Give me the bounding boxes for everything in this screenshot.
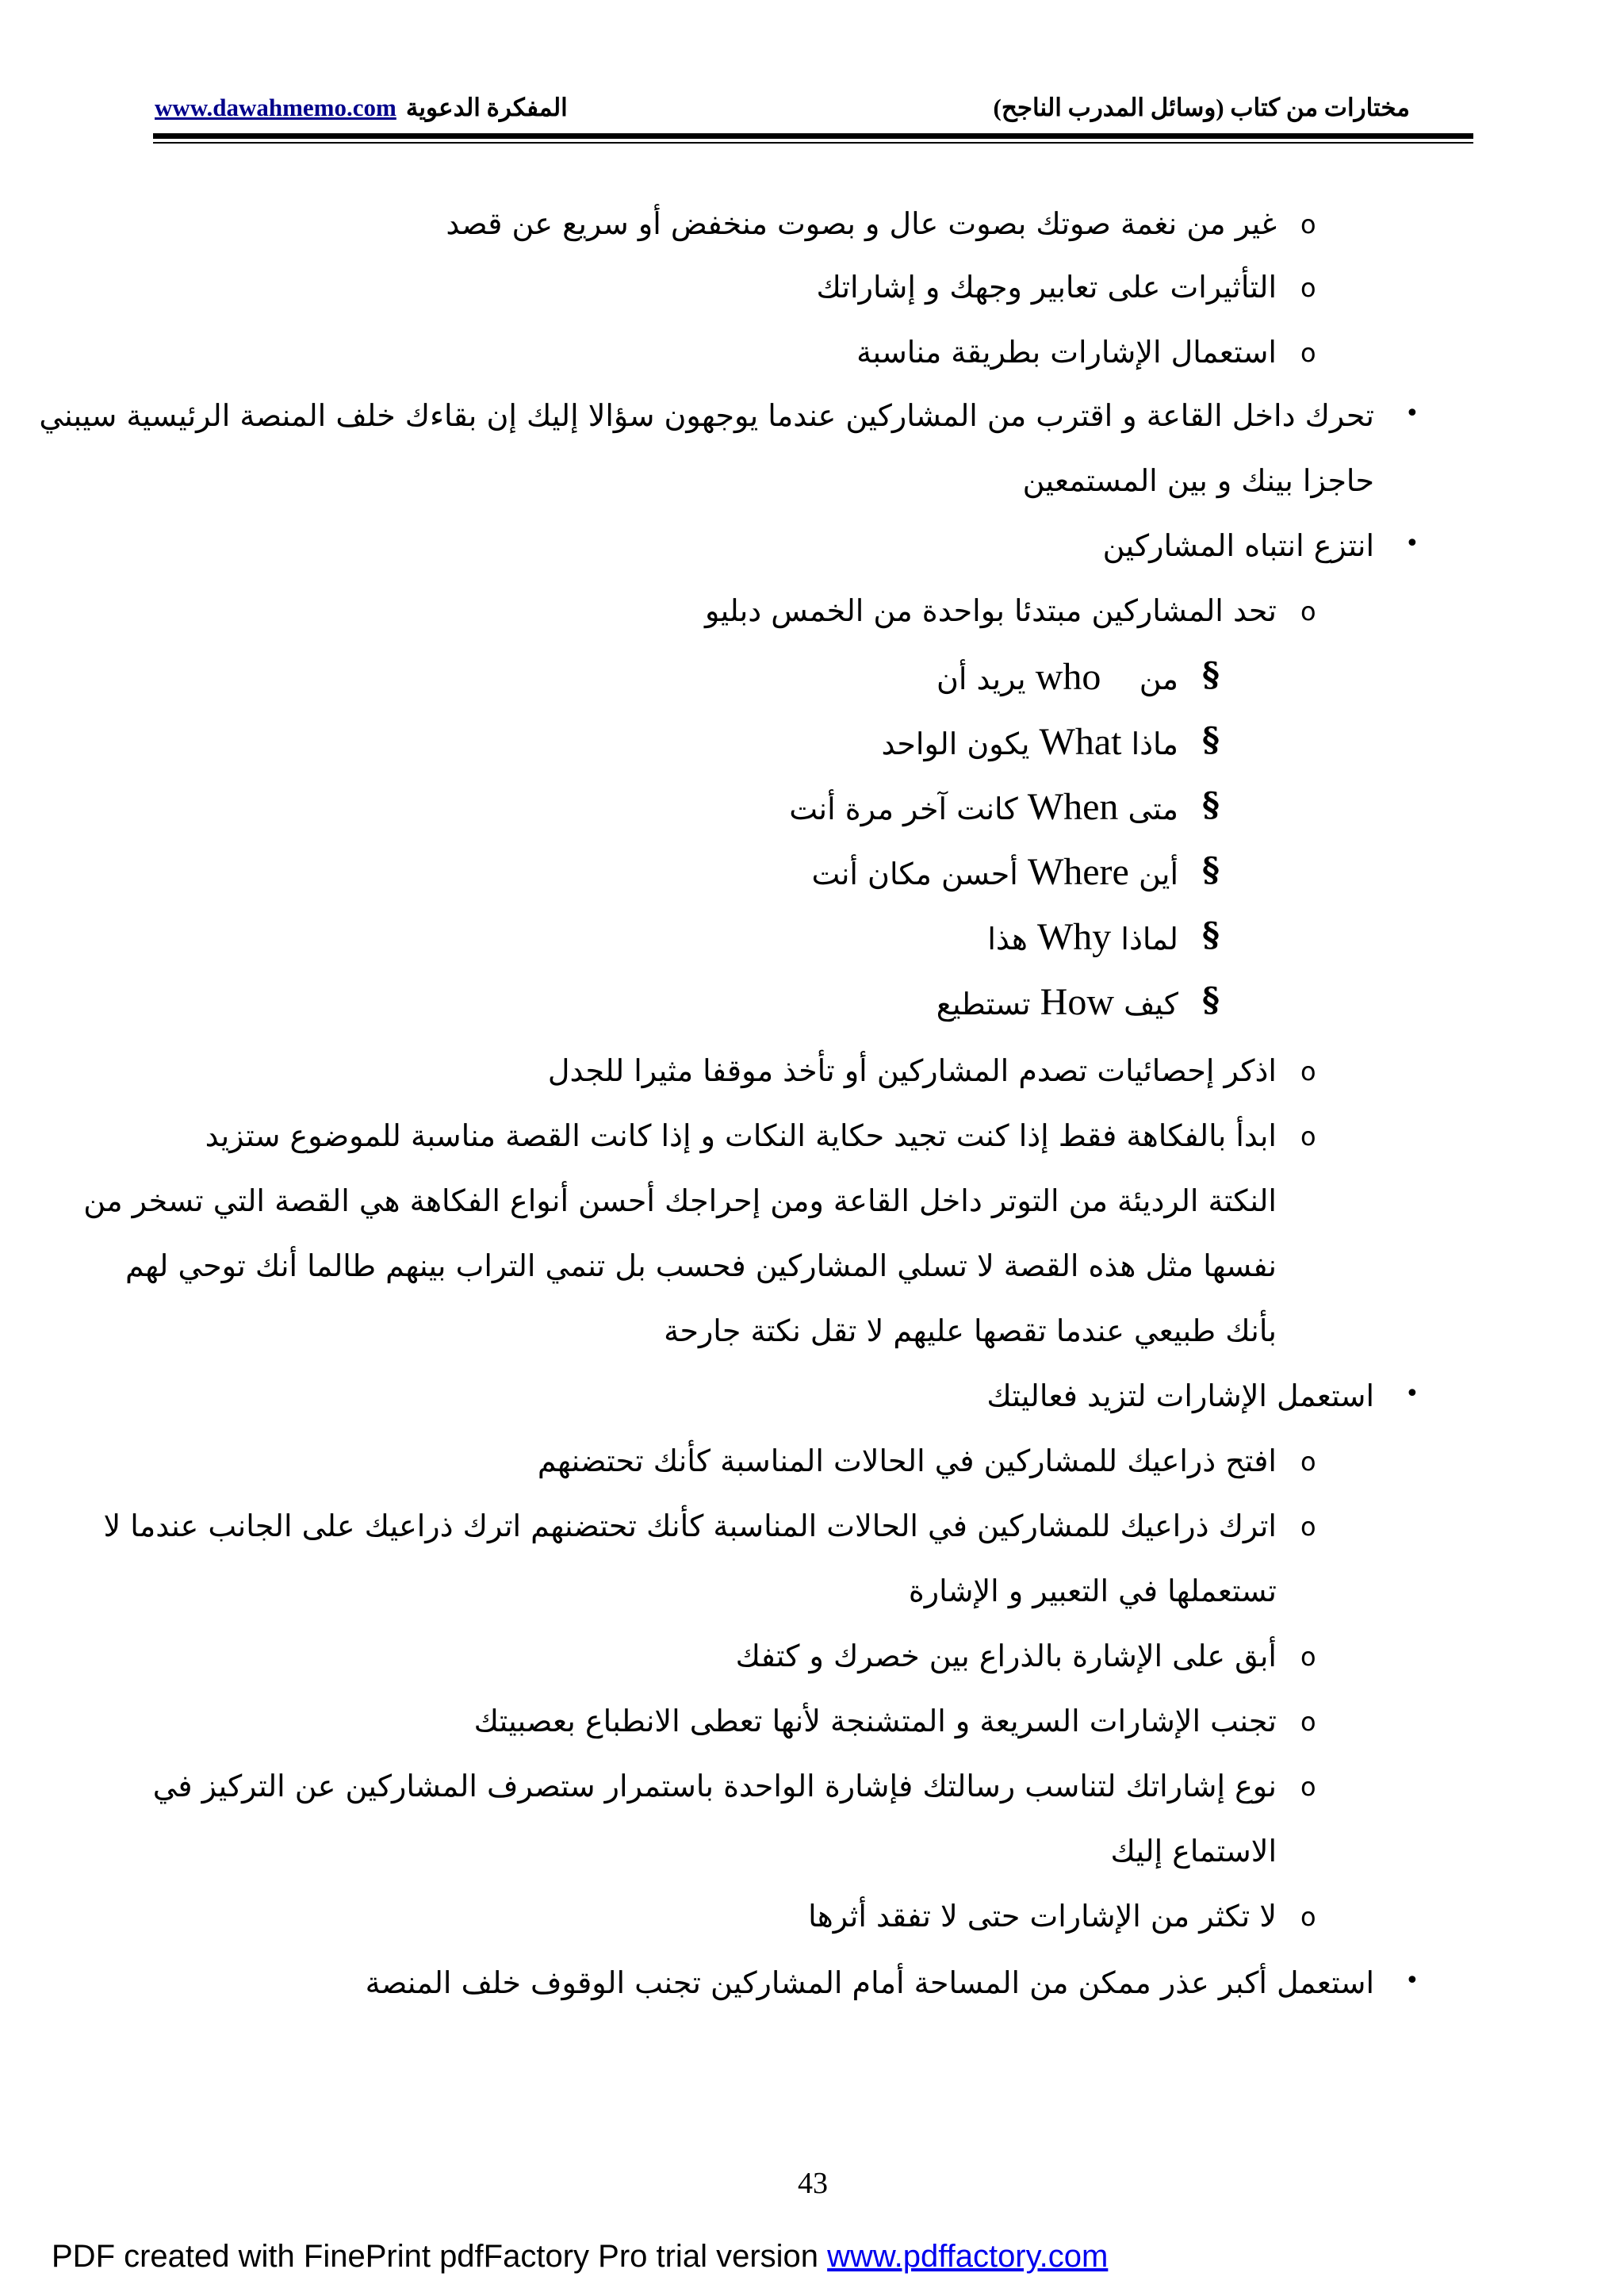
arabic-word: كيف (1124, 987, 1178, 1022)
english-word: What (1039, 721, 1122, 763)
footer-link[interactable]: www.pdffactory.com (827, 2239, 1109, 2274)
bullet-icon: • (1405, 1380, 1419, 1408)
section-mark-icon: § (1202, 980, 1220, 1019)
list-item-wh-word (936, 658, 1178, 696)
list-item: استعمل الإشارات لتزيد فعاليتك (986, 1378, 1374, 1413)
list-item: انتزع انتباه المشاركين (1102, 528, 1374, 563)
pdf-footer (52, 2239, 1108, 2275)
circle-bullet-icon: o (1300, 1707, 1316, 1737)
list-item: أبق على الإشارة بالذراع بين خصرك و كتفك (735, 1639, 1277, 1673)
arabic-phrase: تستطيع (936, 987, 1031, 1022)
section-mark-icon: § (1202, 655, 1220, 694)
list-item: استعمال الإشارات بطريقة مناسبة (856, 335, 1277, 370)
arabic-word: لماذا (1120, 922, 1178, 956)
circle-bullet-icon: o (1300, 1772, 1316, 1802)
document-title: مختارات من كتاب (وسائل المدرب الناجح) (993, 94, 1410, 121)
list-item: تجنب الإشارات السريعة و المتشنجة لأنها تعطى الانطباع بعصبيتك (473, 1704, 1277, 1738)
list-item: اترك ذراعيك للمشاركين في الحالات المناسبة كأنك تحتضنهم اترك ذراعيك على الجانب عندما لا (103, 1508, 1277, 1543)
circle-bullet-icon: o (1300, 209, 1316, 240)
list-item-continuation: النكتة الرديئة من التوتر داخل القاعة ومن إحراجك أحسن أنواع الفكاهة هي القصة التي تسخر من (83, 1183, 1277, 1218)
arabic-phrase: كانت آخر مرة أنت (789, 792, 1018, 826)
list-item: استعمل أكبر عذر ممكن من المساحة أمام المشاركين تجنب الوقوف خلف المنصة (365, 1965, 1374, 2000)
list-item: تحرك داخل القاعة و اقترب من المشاركين عندما يوجهون سؤالا إليك إن بقاءك خلف المنصة الرئيسية سيبني (39, 398, 1374, 433)
list-item-continuation: نفسها مثل هذه القصة لا تسلي المشاركين فحسب بل تنمي التراب بينهم طالما أنك توحي لهم (125, 1248, 1277, 1283)
english-word: Where (1027, 851, 1129, 893)
list-item-wh-word (987, 918, 1178, 956)
list-item: تحد المشاركين مبتدئا بواحدة من الخمس دبليو (705, 593, 1277, 628)
circle-bullet-icon: o (1300, 1902, 1316, 1932)
list-item-continuation: تستعملها في التعبير و الإشارة (908, 1573, 1277, 1608)
site-url-link[interactable]: www.dawahmemo.com (155, 94, 396, 121)
list-item: اذكر إحصائيات تصدم المشاركين أو تأخذ موقفا مثيرا للجدل (547, 1053, 1277, 1088)
section-mark-icon: § (1202, 785, 1220, 824)
list-item: نوع إشاراتك لتناسب رسالتك فإشارة الواحدة باستمرار ستصرف المشاركين عن التركيز في (152, 1769, 1277, 1803)
arabic-word: من (1139, 661, 1178, 696)
bullet-icon: • (1405, 530, 1419, 558)
list-item-wh-word (936, 983, 1178, 1022)
arabic-word: ماذا (1131, 726, 1178, 761)
english-word: Why (1036, 916, 1112, 958)
bullet-icon: • (1405, 1967, 1419, 1995)
circle-bullet-icon: o (1300, 338, 1316, 368)
list-item-wh-word (789, 788, 1178, 826)
arabic-word: متى (1128, 792, 1178, 826)
site-name: المفكرة الدعوية (405, 94, 568, 121)
list-item-continuation: بأنك طبيعي عندما تقصها عليهم لا تقل نكتة جارحة (664, 1313, 1277, 1348)
section-mark-icon: § (1202, 850, 1220, 889)
list-item: التأثيرات على تعابير وجهك و إشاراتك (816, 270, 1277, 305)
arabic-phrase: أحسن مكان أنت (811, 857, 1018, 891)
list-item-wh-word (881, 723, 1178, 761)
list-item: ابدأ بالفكاهة فقط إذا كنت تجيد حكاية النكات و إذا كانت القصة مناسبة للموضوع ستزيد (205, 1118, 1277, 1153)
english-word: How (1040, 981, 1114, 1023)
circle-bullet-icon: o (1300, 596, 1316, 627)
english-word: When (1027, 786, 1119, 828)
list-item-continuation: الاستماع إليك (1110, 1834, 1277, 1869)
circle-bullet-icon: o (1300, 1121, 1316, 1152)
arabic-word: أين (1138, 857, 1178, 891)
footer-text: PDF created with FinePrint pdfFactory Pro trial version (52, 2239, 819, 2274)
list-item: غير من نغمة صوتك بصوت عال و بصوت منخفض أو سريع عن قصد (446, 206, 1277, 241)
section-mark-icon: § (1202, 720, 1220, 759)
bullet-icon: • (1405, 400, 1419, 427)
section-mark-icon: § (1202, 915, 1220, 954)
arabic-phrase: هذا (987, 922, 1028, 956)
list-item: لا تكثر من الإشارات حتى لا تفقد أثرها (808, 1899, 1277, 1934)
arabic-phrase: يريد أن (936, 661, 1026, 696)
circle-bullet-icon: o (1300, 1447, 1316, 1477)
arabic-phrase: يكون الواحد (881, 726, 1030, 761)
english-word: who (1035, 656, 1101, 698)
circle-bullet-icon: o (1300, 1512, 1316, 1542)
circle-bullet-icon: o (1300, 1056, 1316, 1087)
list-item-wh-word (812, 853, 1178, 891)
circle-bullet-icon: o (1300, 273, 1316, 303)
list-item-continuation: حاجزا بينك و بين المستمعين (1022, 463, 1374, 498)
list-item: افتح ذراعيك للمشاركين في الحالات المناسبة كأنك تحتضنهم (537, 1443, 1277, 1478)
circle-bullet-icon: o (1300, 1642, 1316, 1672)
page-number: 43 (798, 2167, 828, 2200)
